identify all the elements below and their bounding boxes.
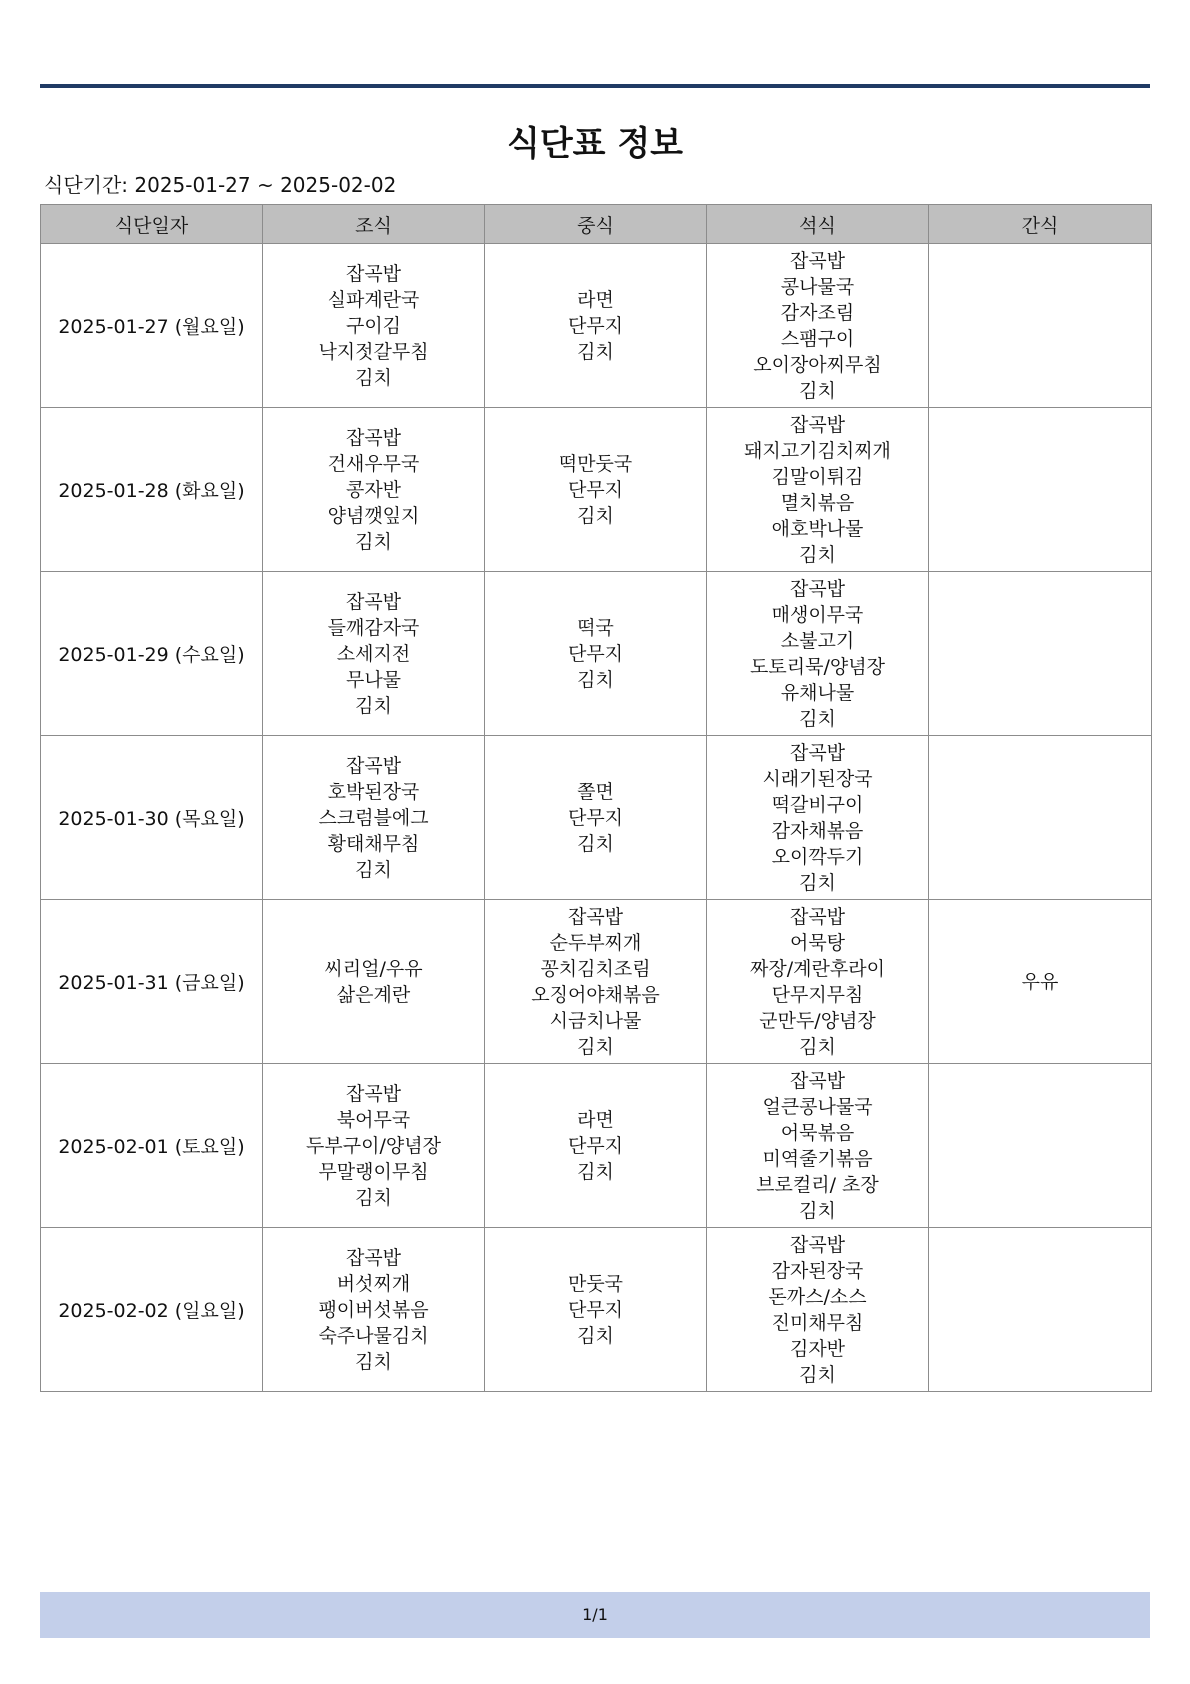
menu-item: 김치 [577, 668, 614, 691]
dinner-cell [707, 408, 929, 572]
table-row [41, 1064, 1152, 1228]
menu-item: 김치 [799, 1035, 836, 1058]
menu-item: 감자조림 [780, 301, 855, 324]
breakfast-cell [263, 1228, 485, 1392]
menu-table-body [41, 244, 1152, 1392]
menu-item: 김치 [355, 1186, 392, 1209]
snack-cell [929, 1228, 1152, 1392]
dinner-cell [707, 1228, 929, 1392]
menu-item: 북어무국 [336, 1108, 411, 1131]
snack-cell [929, 736, 1152, 900]
menu-item: 단무지 [567, 1298, 624, 1321]
breakfast-cell [263, 408, 485, 572]
menu-item: 김치 [355, 694, 392, 717]
menu-item: 어묵탕 [789, 931, 846, 954]
menu-item: 김말이튀김 [771, 465, 864, 488]
menu-item: 진미채무침 [771, 1311, 864, 1334]
dinner-cell [707, 572, 929, 736]
menu-item: 김치 [355, 530, 392, 553]
table-row [41, 244, 1152, 408]
menu-item: 콩자반 [345, 478, 402, 501]
menu-item: 떡국 [577, 616, 614, 639]
menu-item: 잡곡밥 [345, 754, 402, 777]
menu-item: 오징어야채볶음 [531, 983, 660, 1006]
menu-item: 소불고기 [780, 629, 855, 652]
menu-item: 스크럼블에그 [318, 806, 429, 829]
menu-item: 브로컬리/ 초장 [756, 1173, 879, 1196]
lunch-cell [485, 900, 707, 1064]
menu-item: 김치 [799, 543, 836, 566]
menu-item: 우유 [1021, 970, 1059, 993]
menu-item: 잡곡밥 [789, 413, 846, 436]
dinner-cell [707, 736, 929, 900]
column-header-snack: 간식 [929, 205, 1152, 244]
menu-item: 버섯찌개 [336, 1272, 411, 1295]
menu-item: 단무지 [567, 478, 624, 501]
menu-item: 호박된장국 [327, 780, 420, 803]
menu-item: 김치 [355, 366, 392, 389]
menu-item: 단무지 [567, 1134, 624, 1157]
menu-item: 애호박나물 [771, 517, 864, 540]
menu-item: 김치 [577, 1160, 614, 1183]
menu-item: 스팸구이 [780, 327, 855, 350]
menu-item: 잡곡밥 [567, 905, 624, 928]
footer-bar [40, 1592, 1150, 1638]
menu-item: 김치 [799, 707, 836, 730]
date-cell: 2025-01-31 (금요일) [41, 900, 263, 1064]
menu-item: 군만두/양념장 [759, 1009, 876, 1032]
table-row [41, 736, 1152, 900]
menu-item: 김치 [577, 1324, 614, 1347]
menu-item: 잡곡밥 [345, 426, 402, 449]
menu-item: 잡곡밥 [345, 262, 402, 285]
menu-item: 쫄면 [577, 780, 614, 803]
snack-cell [929, 408, 1152, 572]
menu-item: 잡곡밥 [789, 1069, 846, 1092]
menu-item: 어묵볶음 [780, 1121, 855, 1144]
menu-item: 라면 [577, 288, 614, 311]
menu-item: 오이깍두기 [771, 845, 864, 868]
menu-item: 김치 [577, 832, 614, 855]
menu-item: 유채나물 [780, 681, 855, 704]
date-cell: 2025-01-28 (화요일) [41, 408, 263, 572]
menu-item: 감자채볶음 [771, 819, 864, 842]
dinner-cell [707, 900, 929, 1064]
menu-item: 김자반 [789, 1337, 846, 1360]
menu-item: 숙주나물김치 [318, 1324, 429, 1347]
lunch-cell [485, 1228, 707, 1392]
menu-item: 김치 [577, 504, 614, 527]
column-header-dinner: 석식 [707, 205, 929, 244]
menu-item: 무나물 [345, 668, 402, 691]
column-header-breakfast: 조식 [263, 205, 485, 244]
menu-item: 미역줄기볶음 [762, 1147, 873, 1170]
menu-item: 씨리얼/우유 [324, 957, 423, 980]
menu-item: 잡곡밥 [345, 1082, 402, 1105]
date-cell: 2025-01-27 (월요일) [41, 244, 263, 408]
snack-cell [929, 1064, 1152, 1228]
date-cell: 2025-01-29 (수요일) [41, 572, 263, 736]
table-header-row [41, 205, 1152, 244]
menu-item: 잡곡밥 [789, 741, 846, 764]
menu-item: 잡곡밥 [789, 1233, 846, 1256]
menu-item: 순두부찌개 [549, 931, 642, 954]
menu-item: 김치 [577, 340, 614, 363]
table-row [41, 572, 1152, 736]
menu-item: 콩나물국 [780, 275, 855, 298]
menu-item: 시금치나물 [549, 1009, 642, 1032]
page-title: 식단표 정보 [506, 124, 684, 164]
menu-item: 김치 [799, 1363, 836, 1386]
menu-item: 매생이무국 [771, 603, 864, 626]
menu-item: 낙지젓갈무침 [318, 340, 429, 363]
lunch-cell [485, 408, 707, 572]
menu-period: 식단기간: 2025-01-27 ~ 2025-02-02 [44, 173, 397, 197]
menu-item: 잡곡밥 [345, 590, 402, 613]
menu-item: 김치 [577, 1035, 614, 1058]
dinner-cell [707, 1064, 929, 1228]
menu-table [40, 204, 1152, 1392]
page-number: 1/1 [582, 1605, 608, 1624]
menu-item: 소세지전 [336, 642, 411, 665]
menu-item: 김치 [799, 871, 836, 894]
menu-item: 돼지고기김치찌개 [744, 439, 891, 462]
menu-item: 도토리묵/양념장 [750, 655, 885, 678]
lunch-cell [485, 1064, 707, 1228]
menu-item: 단무지 [567, 314, 624, 337]
menu-item: 삶은계란 [336, 983, 411, 1006]
menu-item: 얼큰콩나물국 [762, 1095, 873, 1118]
menu-item: 잡곡밥 [789, 905, 846, 928]
menu-item: 단무지 [567, 642, 624, 665]
menu-item: 들깨감자국 [327, 616, 420, 639]
menu-item: 김치 [799, 379, 836, 402]
dinner-cell [707, 244, 929, 408]
menu-item: 실파계란국 [327, 288, 420, 311]
menu-item: 만둣국 [567, 1272, 624, 1295]
menu-item: 단무지 [567, 806, 624, 829]
breakfast-cell [263, 900, 485, 1064]
menu-item: 김치 [355, 1350, 392, 1373]
menu-item: 구이김 [345, 314, 402, 337]
lunch-cell [485, 736, 707, 900]
menu-item: 꽁치김치조림 [540, 957, 651, 980]
menu-item: 두부구이/양념장 [306, 1134, 441, 1157]
menu-item: 라면 [577, 1108, 614, 1131]
breakfast-cell [263, 736, 485, 900]
menu-item: 떡갈비구이 [771, 793, 864, 816]
table-row [41, 408, 1152, 572]
menu-item: 건새우무국 [327, 452, 420, 475]
menu-item: 돈까스/소스 [768, 1285, 867, 1308]
menu-item: 감자된장국 [771, 1259, 864, 1282]
date-cell: 2025-02-02 (일요일) [41, 1228, 263, 1392]
menu-item: 김치 [355, 858, 392, 881]
top-rule [40, 84, 1150, 88]
menu-item: 잡곡밥 [345, 1246, 402, 1269]
menu-item: 양념깻잎지 [327, 504, 420, 527]
date-cell: 2025-02-01 (토요일) [41, 1064, 263, 1228]
menu-item: 팽이버섯볶음 [318, 1298, 429, 1321]
column-header-lunch: 중식 [485, 205, 707, 244]
menu-item: 무말랭이무침 [318, 1160, 429, 1183]
column-header-date: 식단일자 [41, 205, 263, 244]
breakfast-cell [263, 244, 485, 408]
breakfast-cell [263, 572, 485, 736]
menu-item: 오이장아찌무침 [753, 353, 882, 376]
breakfast-cell [263, 1064, 485, 1228]
menu-item: 잡곡밥 [789, 577, 846, 600]
table-row [41, 900, 1152, 1064]
menu-item: 잡곡밥 [789, 249, 846, 272]
table-row [41, 1228, 1152, 1392]
menu-item: 시래기된장국 [762, 767, 873, 790]
lunch-cell [485, 244, 707, 408]
snack-cell [929, 900, 1152, 1064]
lunch-cell [485, 572, 707, 736]
menu-item: 황태채무침 [327, 832, 420, 855]
menu-item: 단무지무침 [771, 983, 864, 1006]
menu-item: 짜장/계란후라이 [750, 957, 885, 980]
snack-cell [929, 572, 1152, 736]
snack-cell [929, 244, 1152, 408]
menu-item: 멸치볶음 [780, 491, 855, 514]
menu-item: 떡만둣국 [558, 452, 633, 475]
menu-item: 김치 [799, 1199, 836, 1222]
date-cell: 2025-01-30 (목요일) [41, 736, 263, 900]
